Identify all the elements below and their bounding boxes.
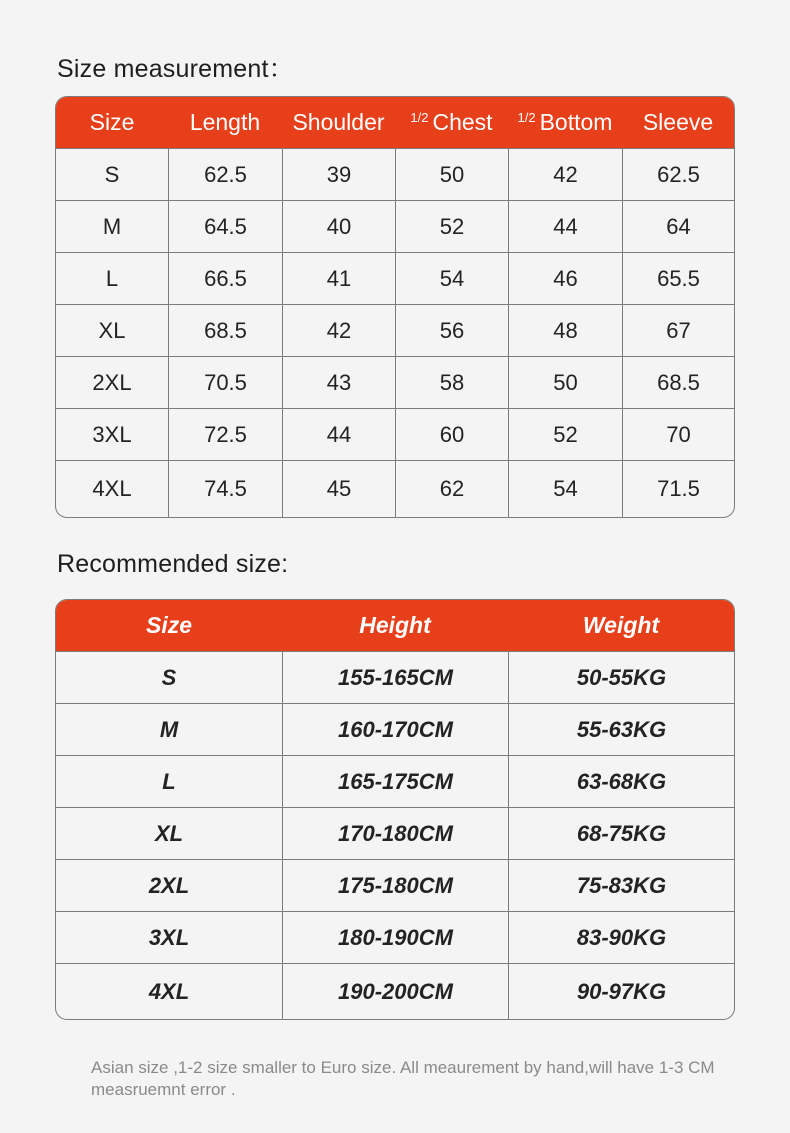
cell-half-bottom: 44 [508,201,622,252]
cell-half-bottom: 50 [508,357,622,408]
cell-height: 180-190CM [282,912,508,963]
cell-size: 2XL [92,369,132,395]
cell-sleeve: 70 [622,409,734,460]
cell-weight: 63-68KG [508,756,734,807]
cell-half-bottom: 48 [508,305,622,356]
cell-size: L [105,265,119,291]
table-row [56,651,734,703]
cell-half-chest: 56 [395,305,508,356]
cell-length: 68.5 [168,305,282,356]
cell-shoulder: 45 [282,461,395,517]
disclaimer-note: Asian size ,1-2 size smaller to Euro size. All meaurement by hand,will have 1-3 CM measruemnt error . [91,1058,715,1099]
cell-shoulder: 43 [282,357,395,408]
cell-sleeve: 71.5 [622,461,734,517]
cell-shoulder: 41 [282,253,395,304]
cell-length: 62.5 [168,149,282,200]
cell-weight: 90-97KG [508,964,734,1019]
cell-size: S [104,161,120,187]
cell-shoulder: 40 [282,201,395,252]
table-row [56,703,734,755]
cell-half-bottom: 52 [508,409,622,460]
cell-half-chest: 52 [395,201,508,252]
cell-weight: 83-90KG [508,912,734,963]
cell-sleeve: 62.5 [622,149,734,200]
cell-half-chest: 60 [395,409,508,460]
measurement-header-row [56,97,734,148]
cell-half-bottom: 46 [508,253,622,304]
header-shoulder: Shoulder [292,109,385,135]
cell-shoulder: 44 [282,409,395,460]
cell-half-bottom: 42 [508,149,622,200]
cell-half-chest: 50 [395,149,508,200]
cell-weight: 50-55KG [508,652,734,703]
cell-size: 4XL [148,978,190,1004]
cell-size: M [102,213,122,239]
cell-size: XL [154,820,184,846]
cell-half-chest: 62 [395,461,508,517]
cell-height: 165-175CM [282,756,508,807]
cell-weight: 75-83KG [508,860,734,911]
cell-sleeve: 65.5 [622,253,734,304]
cell-length: 70.5 [168,357,282,408]
recommended-title: Recommended size: [57,550,289,578]
recommended-header-row [56,600,734,651]
cell-size: XL [98,317,126,343]
table-row [56,252,734,304]
cell-length: 74.5 [168,461,282,517]
table-row [56,755,734,807]
table-row [56,200,734,252]
table-row [56,408,734,460]
measurement-table [55,96,735,518]
cell-size: 4XL [92,476,132,501]
header-length: Length [189,109,261,135]
table-row [56,963,734,1019]
cell-length: 64.5 [168,201,282,252]
cell-size: M [159,716,179,742]
cell-sleeve: 67 [622,305,734,356]
cell-half-bottom: 54 [508,461,622,517]
table-row [56,304,734,356]
cell-height: 170-180CM [282,808,508,859]
table-row [56,460,734,517]
header-size: Size [145,612,193,638]
recommended-table [55,599,735,1020]
cell-shoulder: 39 [282,149,395,200]
cell-height: 160-170CM [282,704,508,755]
header-half-bottom: $^{1/2}$ Bottom [517,109,613,135]
header-half-chest: $^{1/2}$ Chest [410,109,493,135]
cell-size: L [162,768,176,794]
cell-size: 2XL [148,872,190,898]
table-row [56,356,734,408]
header-sleeve: Sleeve [642,109,714,135]
cell-height: 155-165CM [282,652,508,703]
table-row [56,148,734,200]
header-weight: Weight [582,612,660,638]
header-height: Height [359,612,431,638]
cell-length: 66.5 [168,253,282,304]
cell-half-chest: 58 [395,357,508,408]
cell-weight: 55-63KG [508,704,734,755]
cell-half-chest: 54 [395,253,508,304]
cell-height: 175-180CM [282,860,508,911]
cell-size: S [161,664,177,690]
cell-weight: 68-75KG [508,808,734,859]
table-row [56,807,734,859]
cell-size: 3XL [92,421,132,447]
cell-sleeve: 64 [622,201,734,252]
table-row [56,911,734,963]
cell-length: 72.5 [168,409,282,460]
measurement-title: Size measurement： [57,55,294,83]
cell-height: 190-200CM [282,964,508,1019]
table-row [56,859,734,911]
cell-size: 3XL [148,924,190,950]
cell-shoulder: 42 [282,305,395,356]
cell-sleeve: 68.5 [622,357,734,408]
header-size: Size [89,109,135,135]
